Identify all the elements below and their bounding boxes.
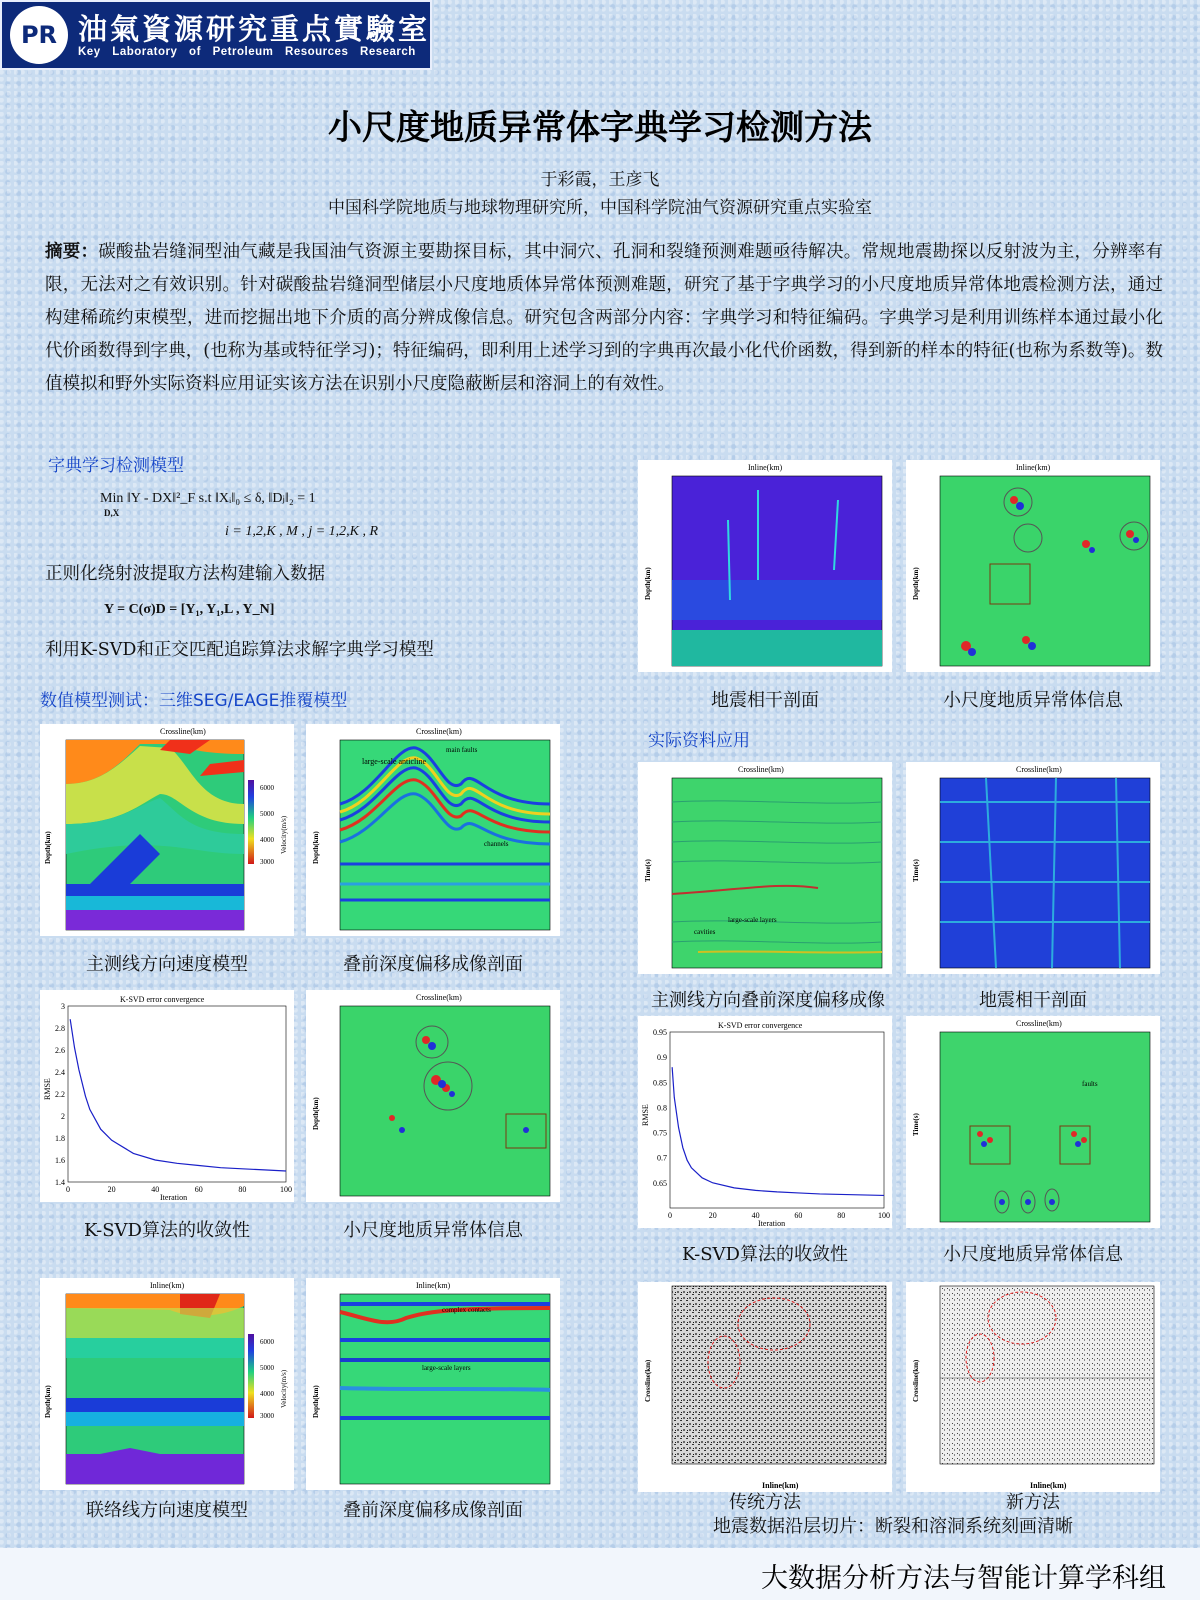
figure-velocity-main: [40, 724, 294, 936]
annotation-anticline: large-scale anticline: [362, 757, 427, 766]
rmse-series-line: [672, 1067, 884, 1195]
svg-text:6000: 6000: [260, 784, 274, 792]
figure-anomaly-left: [306, 990, 560, 1202]
ksvd-left-chart: [40, 990, 294, 1202]
y-axis-title: Depth(km): [44, 831, 52, 864]
figure-coherence-top: [638, 460, 892, 672]
y-axis-title: Depth(km): [644, 567, 652, 600]
y-axis-title: Depth(km): [312, 1385, 320, 1418]
x-tick-label: 20: [708, 1211, 717, 1220]
y-axis-title: Crossline(km): [644, 1359, 652, 1402]
annotation-faults: main faults: [446, 746, 478, 754]
y-tick-label: 1.6: [55, 1156, 65, 1165]
y-axis-title: Crossline(km): [912, 1359, 920, 1402]
y-axis-title: RMSE: [641, 1104, 650, 1126]
y-axis-title: Time(s): [912, 1113, 920, 1136]
method-text-2: 利用K-SVD和正交匹配追踪算法求解字典学习模型: [45, 640, 434, 660]
x-axis-title: Inline(km): [150, 1281, 185, 1290]
y-axis-title: Time(s): [644, 859, 652, 882]
caption-field-coherence: 地震相干剖面: [979, 990, 1087, 1011]
ksvd-right-chart: [638, 1016, 892, 1228]
caption-velocity-cross: 联络线方向速度模型: [86, 1500, 248, 1521]
y-axis-title: RMSE: [43, 1078, 52, 1100]
annotation-layers: large-scale layers: [728, 916, 777, 924]
pr-badge-icon: PR: [10, 6, 68, 64]
annotation-channels: channels: [484, 840, 509, 848]
x-tick-label: 60: [194, 1185, 203, 1194]
caption-traditional: 传统方法: [729, 1492, 801, 1513]
formula-indices: i = 1,2,K , M , j = 1,2,K , R: [225, 524, 379, 539]
affiliation: 中国科学院地质与地球物理研究所，中国科学院油气资源研究重点实验室: [328, 198, 872, 218]
y-tick-label: 0.85: [653, 1078, 667, 1088]
caption-anomaly-left: 小尺度地质异常体信息: [343, 1220, 523, 1241]
caption-ksvd-left: K-SVD算法的收敛性: [84, 1220, 250, 1241]
colorbar-label: Velocity(m/s): [280, 1369, 288, 1408]
chart-title: K-SVD error convergence: [120, 995, 205, 1004]
caption-coherence-top: 地震相干剖面: [711, 690, 819, 711]
caption-ksvd-right: K-SVD算法的收敛性: [682, 1244, 848, 1265]
y-tick-label: 2.2: [55, 1090, 65, 1099]
y-axis-title: Depth(km): [312, 1097, 320, 1130]
caption-field-psdm: 主测线方向叠前深度偏移成像: [651, 990, 885, 1011]
svg-text:6000: 6000: [260, 1338, 274, 1346]
y-tick-label: 2: [61, 1112, 65, 1121]
x-axis-title: Crossline(km): [160, 727, 206, 736]
formula-objective: Min ‖Y - DX‖²_F s.t ‖Xᵢ‖₀ ≤ δ, ‖Dⱼ‖₂ = 1: [100, 491, 316, 506]
caption-anomaly-right: 小尺度地质异常体信息: [943, 1244, 1123, 1265]
figure-ksvd-left: [40, 990, 294, 1202]
y-tick-label: 1.8: [55, 1134, 65, 1143]
y-tick-label: 2.6: [55, 1046, 65, 1055]
y-tick-label: 0.9: [657, 1053, 667, 1063]
y-axis-title: Time(s): [912, 859, 920, 882]
x-axis-title: Inline(km): [748, 463, 783, 472]
caption-velocity-main: 主测线方向速度模型: [86, 954, 248, 975]
y-tick-label: 0.7: [657, 1153, 667, 1163]
x-axis-title: Crossline(km): [416, 727, 462, 736]
x-tick-label: 80: [238, 1185, 247, 1194]
section-heading-numerical: 数值模型测试：三维SEG/EAGE推覆模型: [40, 691, 348, 711]
x-axis-title: Crossline(km): [416, 993, 462, 1002]
x-axis-title: Iteration: [160, 1193, 188, 1202]
section-heading-model: 字典学习检测模型: [48, 456, 184, 476]
y-tick-label: 0.95: [653, 1028, 667, 1037]
y-tick-label: 0.75: [653, 1128, 667, 1138]
svg-text:3000: 3000: [260, 1412, 274, 1420]
figure-psdm-main: [306, 724, 560, 936]
caption-new: 新方法: [1006, 1492, 1060, 1513]
svg-text:4000: 4000: [260, 836, 274, 844]
figure-velocity-cross: [40, 1278, 294, 1490]
y-tick-label: 0.8: [657, 1103, 667, 1113]
section-heading-field: 实际资料应用: [648, 731, 750, 751]
rmse-series-line: [70, 1019, 286, 1171]
x-tick-label: 100: [878, 1211, 890, 1220]
footer-group-name: 大数据分析方法与智能计算学科组: [761, 1563, 1166, 1594]
x-axis-title: Inline(km): [416, 1281, 451, 1290]
figure-field-coherence: [906, 762, 1160, 974]
x-axis-title: Crossline(km): [1016, 1019, 1062, 1028]
x-axis-title: Crossline(km): [738, 765, 784, 774]
caption-psdm-main: 叠前深度偏移成像剖面: [343, 954, 523, 975]
caption-psdm-cross: 叠前深度偏移成像剖面: [343, 1500, 523, 1521]
x-tick-label: 40: [151, 1185, 160, 1194]
annotation-contacts: complex contacts: [442, 1306, 491, 1314]
x-tick-label: 0: [668, 1211, 672, 1220]
y-tick-label: 1.4: [55, 1178, 65, 1187]
lab-name-en: Key Laboratory of Petroleum Resources Research: [78, 46, 416, 58]
method-text-1: 正则化绕射波提取方法构建输入数据: [45, 564, 325, 584]
x-axis-title: Inline(km): [1016, 463, 1051, 472]
x-axis-title: Inline(km): [1030, 1481, 1067, 1490]
figure-ksvd-right: [638, 1016, 892, 1228]
y-axis-title: Depth(km): [44, 1385, 52, 1418]
figure-slice-new: [906, 1282, 1160, 1492]
abstract-label: 摘要：: [45, 242, 99, 262]
caption-anomaly-top: 小尺度地质异常体信息: [943, 690, 1123, 711]
figure-anomaly-right: [906, 1016, 1160, 1228]
poster-title: 小尺度地质异常体字典学习检测方法: [328, 108, 872, 148]
abstract-text: 碳酸盐岩缝洞型油气藏是我国油气资源主要勘探目标，其中洞穴、孔洞和裂缝预测难题亟待解决。常规地震勘探以反射波为主，分辨率有限，无法对之有效识别。针对碳酸盐岩缝洞型储层小尺度地质体异常体预测难题，研究了基于字典学习的小尺度地质异常体地震检测方法，通过构建稀疏约束模型，进而挖掘出地下介质的高分辨成像信息。研究包含两部分内容：字典学习和特征编码。字典学习是利用训练样本通过最小化代价函数得到字典，(也称为基或特征学习)；特征编码，即利用上述学习到的字典再次最小化代价函数，得到新的样本的特征(也称为系数等)。数值模拟和野外实际资料应用证实该方法在识别小尺度隐蔽断层和溶洞上的有效性。: [45, 242, 1163, 394]
figure-anomaly-top: [906, 460, 1160, 672]
y-tick-label: 2.8: [55, 1024, 65, 1033]
svg-text:5000: 5000: [260, 810, 274, 818]
svg-text:4000: 4000: [260, 1390, 274, 1398]
svg-text:3000: 3000: [260, 858, 274, 866]
formula-input: Y = C(σ)D = [Y₁, Y₁,L , Y_N]: [104, 602, 275, 617]
y-tick-label: 2.4: [55, 1068, 65, 1077]
x-tick-label: 40: [751, 1211, 760, 1220]
x-tick-label: 80: [837, 1211, 846, 1220]
x-tick-label: 20: [107, 1185, 116, 1194]
y-tick-label: 3: [61, 1002, 65, 1011]
y-tick-label: 0.65: [653, 1178, 667, 1188]
x-axis-title: Inline(km): [762, 1481, 799, 1490]
svg-text:5000: 5000: [260, 1364, 274, 1372]
x-tick-label: 100: [280, 1185, 292, 1194]
figure-psdm-cross: [306, 1278, 560, 1490]
footer-bar: [0, 1548, 1200, 1600]
x-axis-title: Crossline(km): [1016, 765, 1062, 774]
lab-name-cn: 油氣資源研究重点實驗室: [78, 12, 431, 46]
x-axis-title: Iteration: [758, 1219, 786, 1228]
velocity-main-svg: [40, 724, 294, 936]
x-tick-label: 0: [66, 1185, 70, 1194]
figure-field-psdm: [638, 762, 892, 974]
caption-slice: 地震数据沿层切片：断裂和溶洞系统刻画清晰: [713, 1516, 1073, 1537]
y-axis-title: Depth(km): [312, 831, 320, 864]
chart-title: K-SVD error convergence: [718, 1021, 803, 1030]
annotation-cavities: cavities: [694, 928, 716, 936]
colorbar-label: Velocity(m/s): [280, 815, 288, 854]
x-tick-label: 60: [794, 1211, 803, 1220]
y-axis-title: Depth(km): [912, 567, 920, 600]
lab-logo: [0, 0, 432, 70]
abstract: [45, 236, 1163, 401]
formula-subscript: D,X: [104, 508, 120, 518]
figure-slice-traditional: [638, 1282, 892, 1492]
annotation-faults: faults: [1082, 1080, 1098, 1088]
annotation-layers: large-scale layers: [422, 1364, 471, 1372]
authors: 于彩霞，王彦飞: [540, 170, 660, 190]
